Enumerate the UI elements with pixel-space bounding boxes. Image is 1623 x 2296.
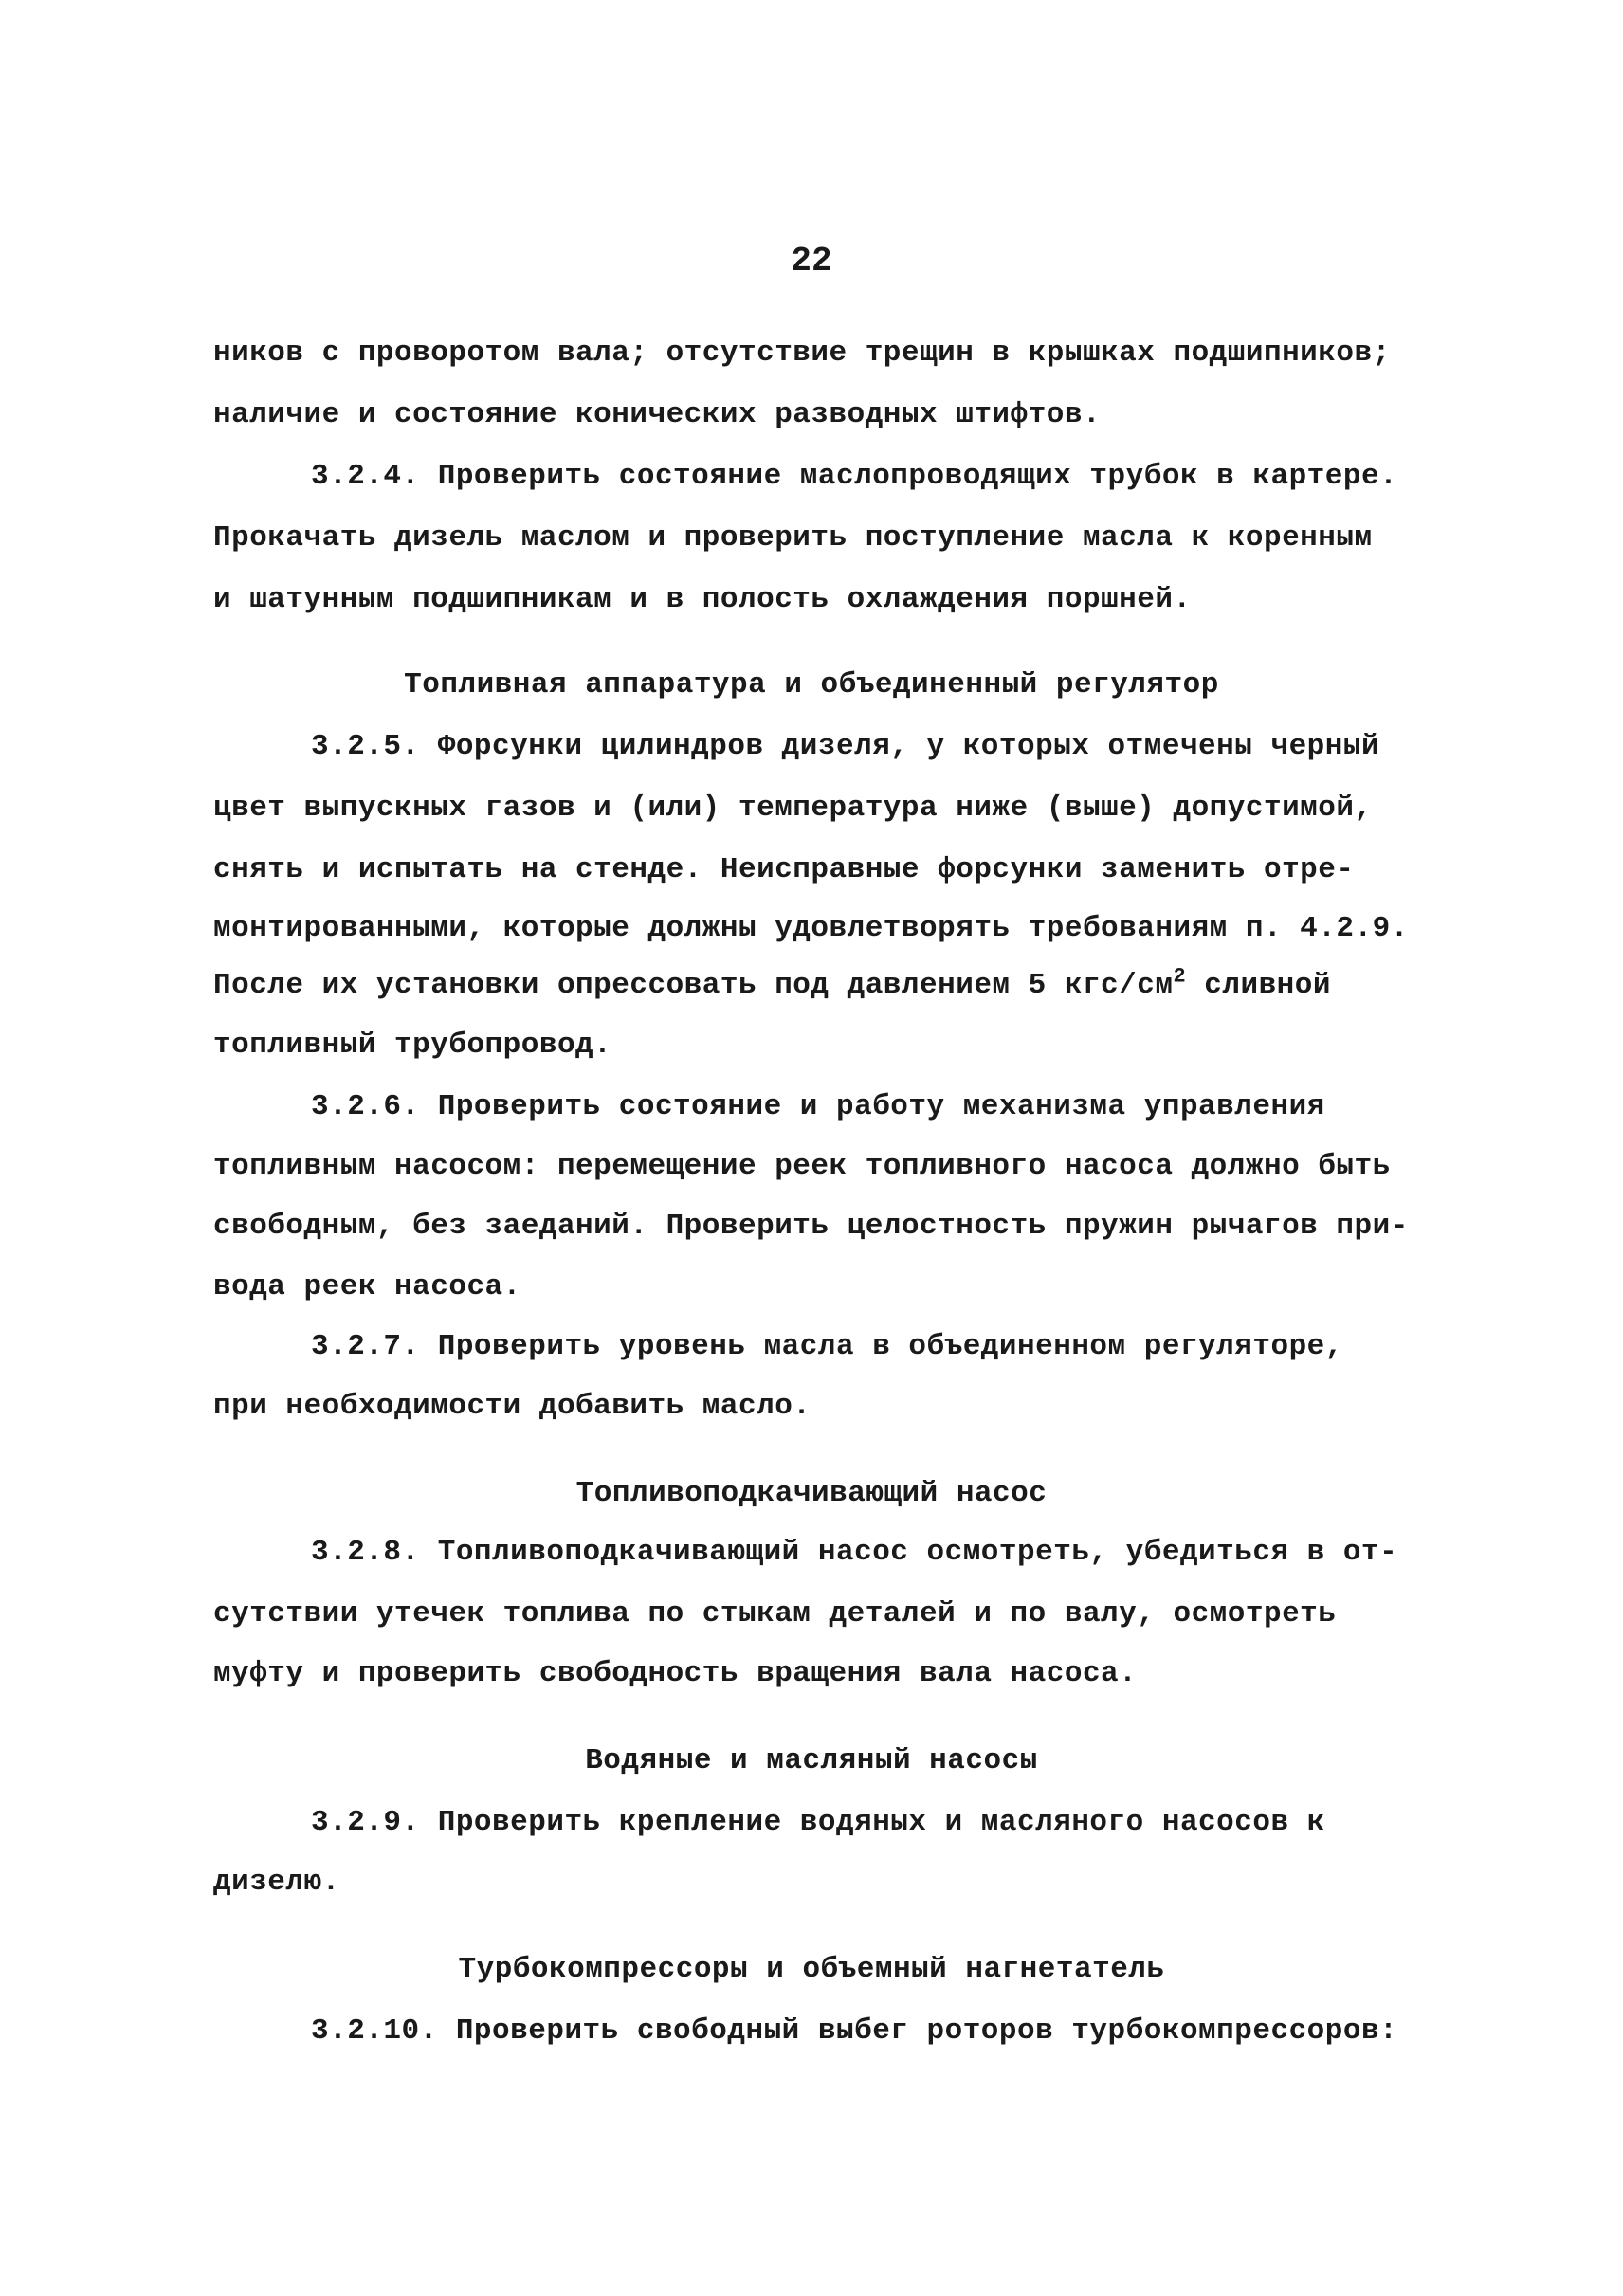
paragraph-3-2-4: 3.2.4. Проверить состояние маслопроводящих трубок в картере. (311, 460, 1398, 493)
paragraph-3-2-8: 3.2.8. Топливоподкачивающий насос осмотреть, убедиться в от- (311, 1536, 1398, 1569)
text-line: топливный трубопровод. (213, 1029, 612, 1062)
text-line: сутствии утечек топлива по стыкам деталей и по валу, осмотреть (213, 1597, 1337, 1631)
text-line: свободным, без заеданий. Проверить целостность пружин рычагов при- (213, 1210, 1409, 1243)
text-line-with-superscript (213, 964, 1331, 1002)
text-line: и шатунным подшипникам и в полость охлаждения поршней. (213, 583, 1192, 616)
text-line: топливным насосом: перемещение реек топливного насоса должно быть (213, 1150, 1391, 1183)
text-line: монтированными, которые должны удовлетворять требованиям п. 4.2.9. (213, 912, 1409, 945)
page-number: 22 (791, 242, 832, 281)
section-heading-fuel-equipment: Топливная аппаратура и объединенный регулятор (404, 668, 1219, 702)
section-heading-turbochargers: Турбокомпрессоры и объемный нагнетатель (458, 1953, 1165, 1986)
superscript: 2 (1173, 964, 1187, 989)
text-line: дизелю. (213, 1866, 340, 1899)
text-segment: сливной (1186, 969, 1331, 1002)
paragraph-3-2-9: 3.2.9. Проверить крепление водяных и масляного насосов к (311, 1806, 1325, 1839)
text-line: цвет выпускных газов и (или) температура ниже (выше) допустимой, (213, 792, 1373, 825)
paragraph-3-2-6: 3.2.6. Проверить состояние и работу механизма управления (311, 1090, 1325, 1123)
section-heading-pumps: Водяные и масляный насосы (585, 1744, 1038, 1777)
text-segment: После их установки опрессовать под давлением 5 кгс/см (213, 969, 1174, 1002)
paragraph-3-2-10: 3.2.10. Проверить свободный выбег роторов турбокомпрессоров: (311, 2014, 1398, 2048)
text-line: ников с проворотом вала; отсутствие трещин в крышках подшипников; (213, 337, 1391, 370)
text-line: Прокачать дизель маслом и проверить поступление масла к коренным (213, 521, 1373, 555)
text-line: при необходимости добавить масло. (213, 1390, 812, 1423)
text-line: муфту и проверить свободность вращения вала насоса. (213, 1657, 1138, 1690)
paragraph-3-2-5: 3.2.5. Форсунки цилиндров дизеля, у которых отмечены черный (311, 730, 1380, 763)
paragraph-3-2-7: 3.2.7. Проверить уровень масла в объединенном регуляторе, (311, 1330, 1343, 1363)
section-heading-fuel-pump: Топливоподкачивающий насос (575, 1477, 1048, 1510)
text-line: наличие и состояние конических разводных штифтов. (213, 398, 1102, 431)
text-line: снять и испытать на стенде. Неисправные форсунки заменить отре- (213, 853, 1355, 886)
text-line: вода реек насоса. (213, 1270, 521, 1303)
